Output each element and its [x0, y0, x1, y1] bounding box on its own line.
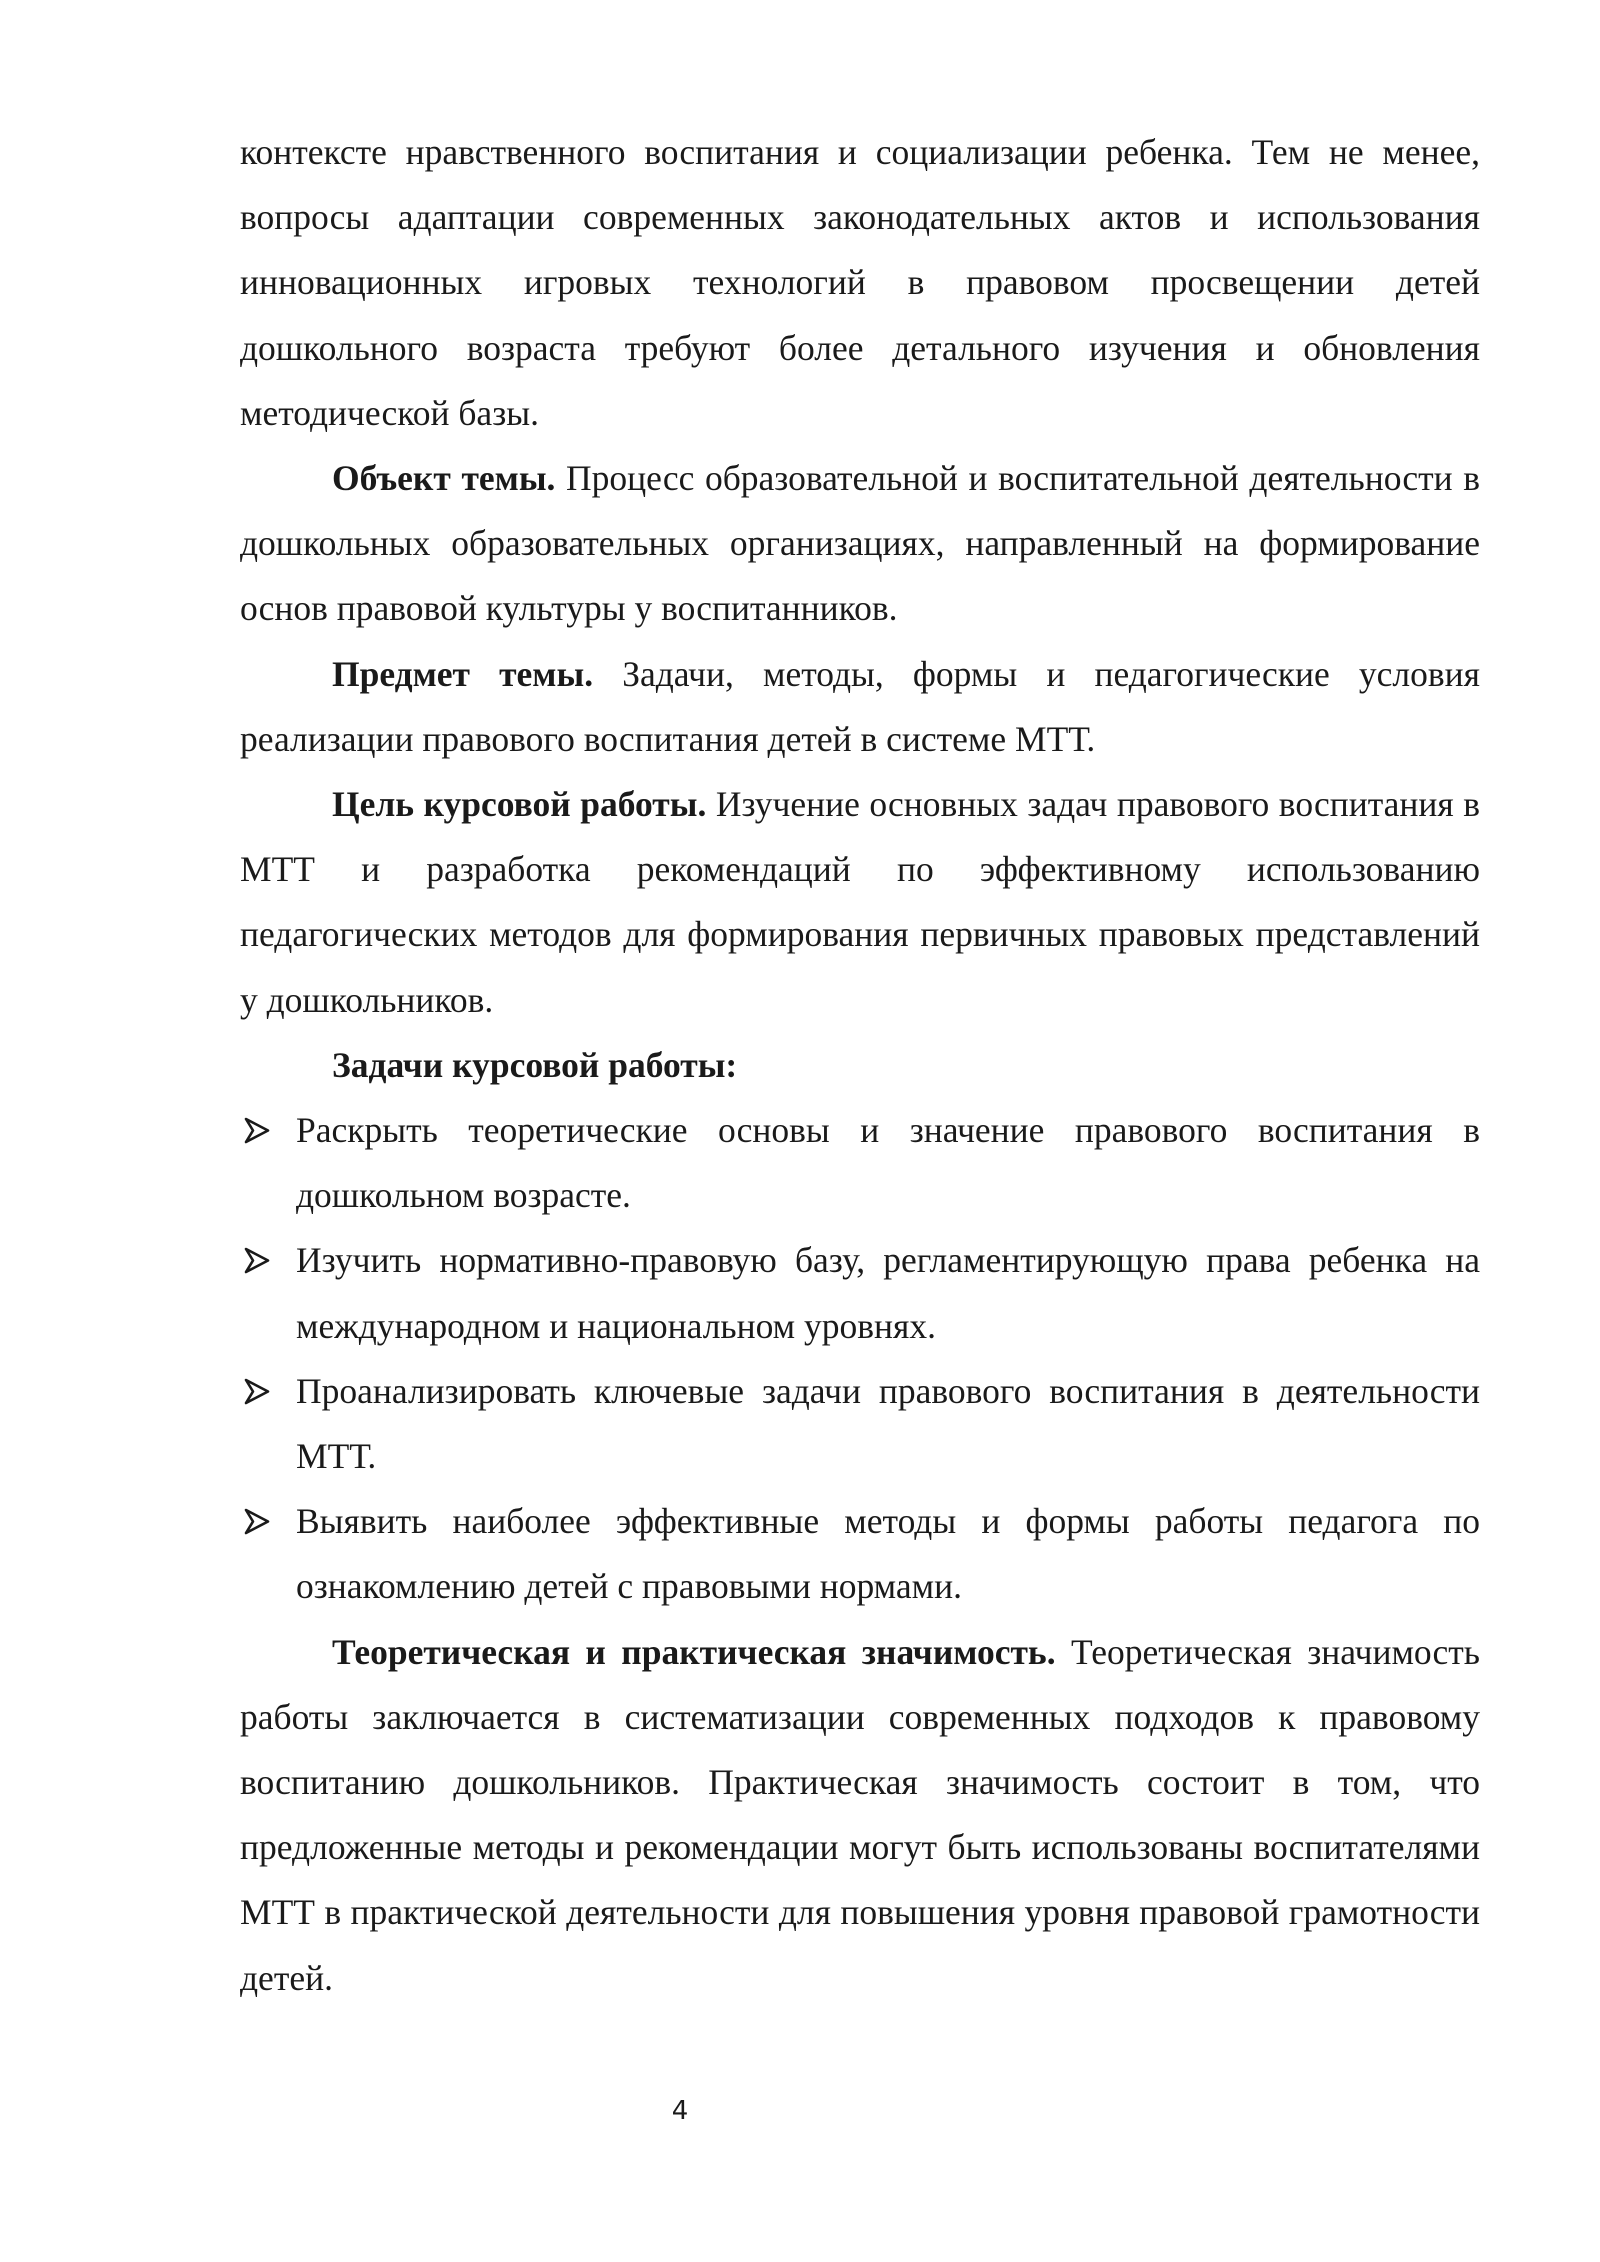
significance-text: Теоретическая значимость работы заключается в систематизации современных подходов к правовому воспитанию дошкольников. Практическая значимость состоит в том, что предложенные методы и рекомендации могут быть использованы воспитателями МТТ в практической деятельности для повышения уровня правовой грамотности детей. [240, 1631, 1480, 1998]
task-text: Раскрыть теоретические основы и значение правового воспитания в дошкольном возрасте. [296, 1110, 1480, 1216]
subject-label: Предмет темы. [332, 653, 594, 694]
arrow-bullet-icon [242, 1489, 272, 1554]
subject-paragraph [240, 642, 1480, 772]
intro-paragraph: контексте нравственного воспитания и социализации ребенка. Тем не менее, вопросы адаптации современных законодательных актов и использования инновационных игровых технологий в правовом просвещении детей дошкольного возраста требуют более детального изучения и обновления методической базы. [240, 132, 1480, 433]
arrow-bullet-icon [242, 1359, 272, 1424]
subject-text: Задачи, методы, формы и педагогические условия реализации правового воспитания детей в системе МТТ. [240, 653, 1480, 759]
arrow-bullet-icon [242, 1228, 272, 1293]
task-text: Проанализировать ключевые задачи правового воспитания в деятельности МТТ. [296, 1370, 1480, 1477]
list-item [240, 1359, 1480, 1489]
goal-label: Цель курсовой работы. [332, 784, 707, 825]
list-item [240, 1228, 1480, 1358]
task-text: Выявить наиболее эффективные методы и формы работы педагога по ознакомлению детей с правовыми нормами. [296, 1501, 1480, 1607]
significance-label: Теоретическая и практическая значимость. [332, 1631, 1056, 1672]
tasks-heading: Задачи курсовой работы: [332, 1044, 738, 1085]
object-paragraph [240, 446, 1480, 642]
goal-paragraph [240, 772, 1480, 1033]
list-item [240, 1098, 1480, 1228]
significance-paragraph [240, 1620, 1480, 2011]
object-label: Объект темы. [332, 458, 556, 499]
object-text: Процесс образовательной и воспитательной деятельности в дошкольных образовательных организациях, направленный на формирование основ правовой культуры у воспитанников. [240, 458, 1480, 629]
tasks-list [240, 1098, 1480, 1620]
document-page [240, 120, 1480, 2011]
list-item [240, 1489, 1480, 1619]
arrow-bullet-icon [242, 1098, 272, 1163]
goal-text: Изучение основных задач правового воспитания в МТТ и разработка рекомендаций по эффективному использованию педагогических методов для формирования первичных правовых представлений у дошкольников. [240, 784, 1480, 1020]
page-number: 4 [671, 2096, 689, 2126]
task-text: Изучить нормативно-правовую базу, регламентирующую права ребенка на международном и национальном уровнях. [296, 1240, 1480, 1346]
